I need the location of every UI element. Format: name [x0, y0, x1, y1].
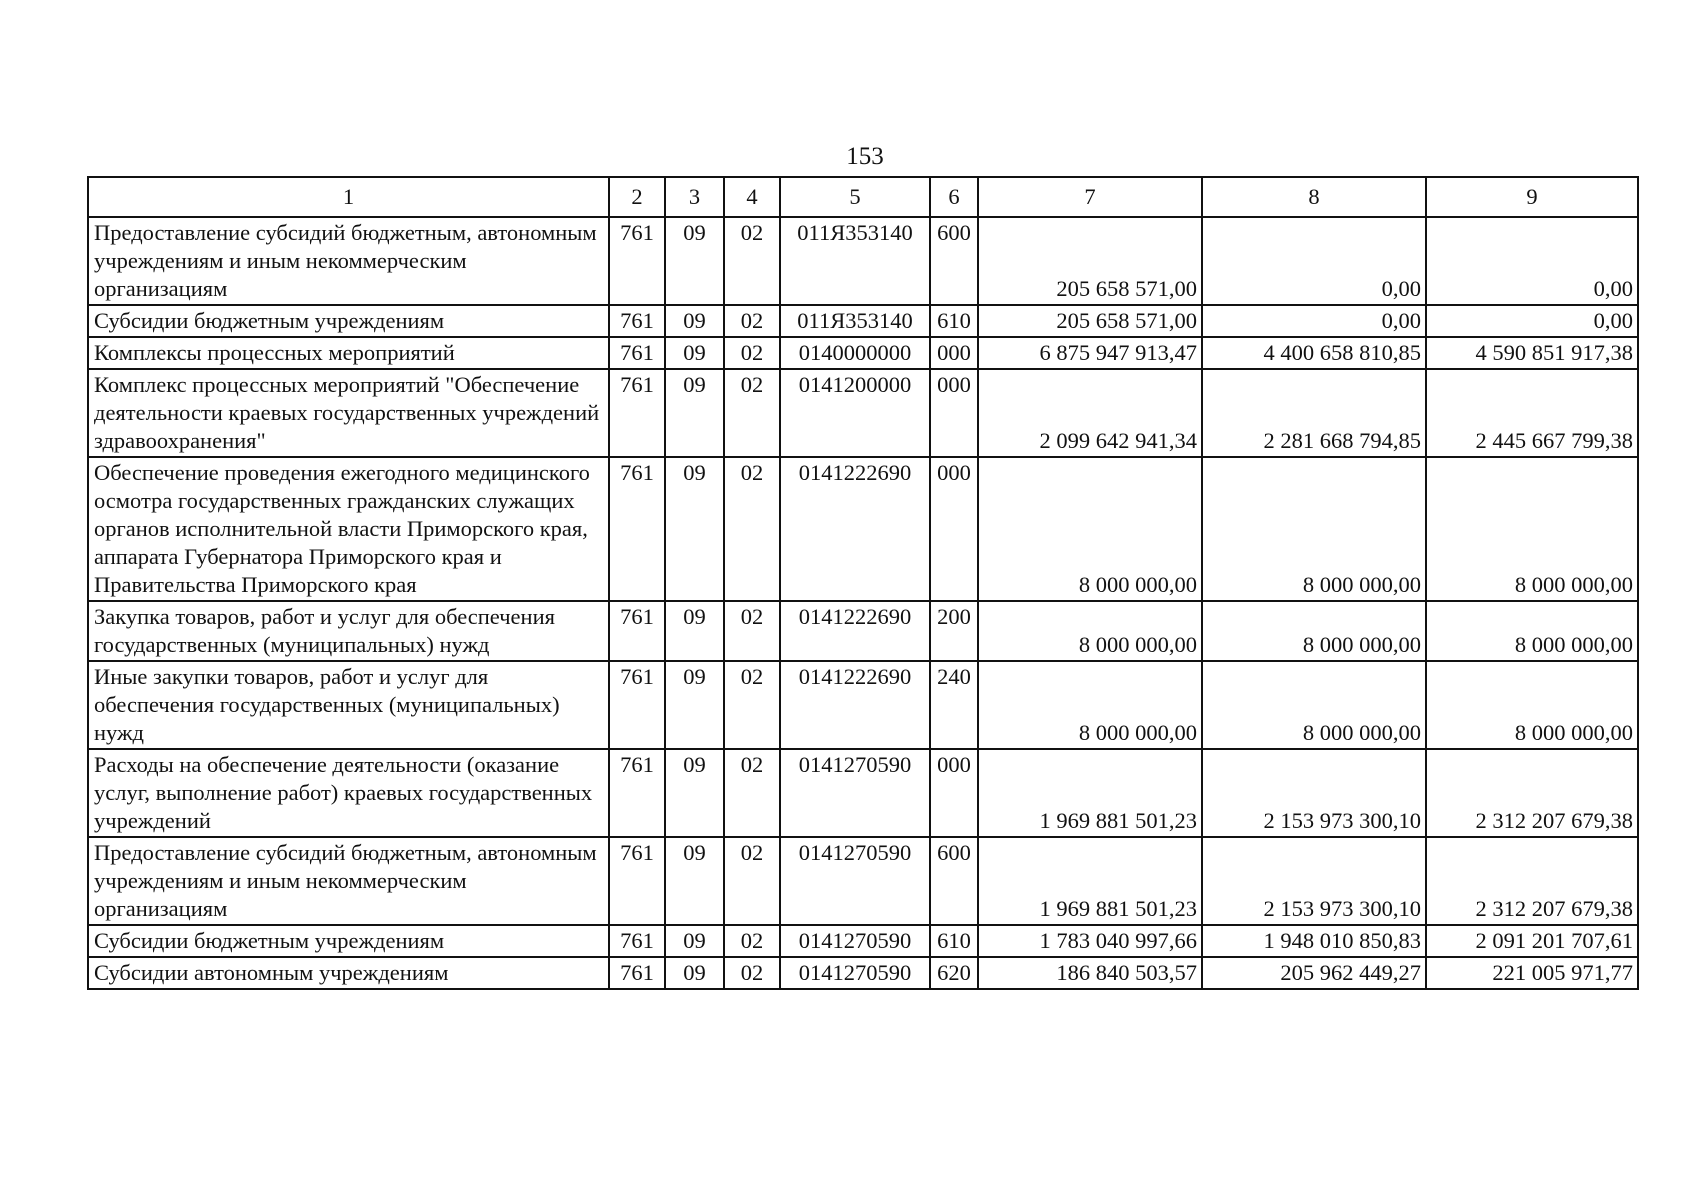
cell-amount-col9: 2 445 667 799,38 — [1426, 369, 1638, 457]
cell-amount-col9: 221 005 971,77 — [1426, 957, 1638, 989]
cell-target-article: 0141270590 — [780, 957, 930, 989]
cell-expense-type: 610 — [930, 925, 978, 957]
cell-section: 09 — [665, 749, 724, 837]
cell-amount-col7: 205 658 571,00 — [978, 217, 1202, 305]
cell-amount-col8: 8 000 000,00 — [1202, 457, 1426, 601]
cell-ministry: 761 — [609, 601, 665, 661]
cell-subsection: 02 — [724, 957, 780, 989]
row-name: Комплекс процессных мероприятий "Обеспечение деятельности краевых государственных учреждений здравоохранения" — [88, 369, 609, 457]
cell-section: 09 — [665, 601, 724, 661]
cell-subsection: 02 — [724, 837, 780, 925]
column-header: 1 — [88, 177, 609, 217]
row-name: Субсидии автономным учреждениям — [88, 957, 609, 989]
table-row — [88, 957, 1638, 989]
cell-amount-col8: 4 400 658 810,85 — [1202, 337, 1426, 369]
row-name: Субсидии бюджетным учреждениям — [88, 925, 609, 957]
table-row — [88, 217, 1638, 305]
row-name: Закупка товаров, работ и услуг для обеспечения государственных (муниципальных) нужд — [88, 601, 609, 661]
cell-expense-type: 000 — [930, 457, 978, 601]
cell-section: 09 — [665, 305, 724, 337]
cell-subsection: 02 — [724, 217, 780, 305]
cell-expense-type: 620 — [930, 957, 978, 989]
cell-expense-type: 600 — [930, 217, 978, 305]
cell-ministry: 761 — [609, 925, 665, 957]
cell-subsection: 02 — [724, 337, 780, 369]
cell-amount-col9: 2 091 201 707,61 — [1426, 925, 1638, 957]
table-row — [88, 305, 1638, 337]
cell-ministry: 761 — [609, 661, 665, 749]
cell-amount-col8: 0,00 — [1202, 305, 1426, 337]
cell-amount-col8: 0,00 — [1202, 217, 1426, 305]
column-header: 8 — [1202, 177, 1426, 217]
cell-amount-col7: 1 783 040 997,66 — [978, 925, 1202, 957]
cell-expense-type: 600 — [930, 837, 978, 925]
cell-section: 09 — [665, 217, 724, 305]
table-row — [88, 661, 1638, 749]
row-name: Расходы на обеспечение деятельности (оказание услуг, выполнение работ) краевых государственных учреждений — [88, 749, 609, 837]
cell-target-article: 0140000000 — [780, 337, 930, 369]
table-row — [88, 369, 1638, 457]
table-row — [88, 337, 1638, 369]
cell-amount-col7: 205 658 571,00 — [978, 305, 1202, 337]
cell-expense-type: 000 — [930, 749, 978, 837]
cell-target-article: 0141222690 — [780, 661, 930, 749]
column-header: 9 — [1426, 177, 1638, 217]
cell-amount-col7: 8 000 000,00 — [978, 457, 1202, 601]
cell-expense-type: 000 — [930, 337, 978, 369]
cell-target-article: 0141222690 — [780, 601, 930, 661]
cell-expense-type: 000 — [930, 369, 978, 457]
cell-subsection: 02 — [724, 601, 780, 661]
cell-target-article: 011Я353140 — [780, 305, 930, 337]
row-name: Предоставление субсидий бюджетным, автономным учреждениям и иным некоммерческим организациям — [88, 837, 609, 925]
cell-section: 09 — [665, 957, 724, 989]
cell-target-article: 0141270590 — [780, 837, 930, 925]
cell-amount-col8: 2 153 973 300,10 — [1202, 749, 1426, 837]
cell-subsection: 02 — [724, 369, 780, 457]
cell-amount-col8: 2 281 668 794,85 — [1202, 369, 1426, 457]
cell-amount-col9: 2 312 207 679,38 — [1426, 749, 1638, 837]
cell-amount-col9: 0,00 — [1426, 217, 1638, 305]
cell-section: 09 — [665, 457, 724, 601]
cell-amount-col9: 2 312 207 679,38 — [1426, 837, 1638, 925]
cell-amount-col7: 186 840 503,57 — [978, 957, 1202, 989]
cell-section: 09 — [665, 369, 724, 457]
cell-ministry: 761 — [609, 837, 665, 925]
cell-ministry: 761 — [609, 217, 665, 305]
cell-amount-col9: 8 000 000,00 — [1426, 661, 1638, 749]
cell-target-article: 0141270590 — [780, 749, 930, 837]
column-header: 2 — [609, 177, 665, 217]
cell-amount-col8: 8 000 000,00 — [1202, 601, 1426, 661]
row-name: Обеспечение проведения ежегодного медицинского осмотра государственных гражданских служащих органов исполнительной власти Приморского края, аппарата Губернатора Приморского края и Правительства Приморского края — [88, 457, 609, 601]
table-row — [88, 601, 1638, 661]
row-name: Субсидии бюджетным учреждениям — [88, 305, 609, 337]
cell-amount-col8: 1 948 010 850,83 — [1202, 925, 1426, 957]
cell-amount-col7: 6 875 947 913,47 — [978, 337, 1202, 369]
cell-target-article: 0141222690 — [780, 457, 930, 601]
cell-ministry: 761 — [609, 369, 665, 457]
cell-section: 09 — [665, 837, 724, 925]
cell-section: 09 — [665, 925, 724, 957]
table-row — [88, 837, 1638, 925]
cell-ministry: 761 — [609, 305, 665, 337]
row-name: Иные закупки товаров, работ и услуг для обеспечения государственных (муниципальных) нужд — [88, 661, 609, 749]
cell-subsection: 02 — [724, 749, 780, 837]
column-header: 4 — [724, 177, 780, 217]
cell-amount-col9: 8 000 000,00 — [1426, 457, 1638, 601]
cell-amount-col9: 0,00 — [1426, 305, 1638, 337]
cell-amount-col8: 2 153 973 300,10 — [1202, 837, 1426, 925]
table-row — [88, 749, 1638, 837]
cell-expense-type: 240 — [930, 661, 978, 749]
table-row — [88, 457, 1638, 601]
cell-amount-col9: 4 590 851 917,38 — [1426, 337, 1638, 369]
cell-target-article: 011Я353140 — [780, 217, 930, 305]
cell-subsection: 02 — [724, 305, 780, 337]
budget-table — [87, 176, 1639, 990]
column-header: 5 — [780, 177, 930, 217]
cell-subsection: 02 — [724, 661, 780, 749]
cell-ministry: 761 — [609, 337, 665, 369]
cell-amount-col9: 8 000 000,00 — [1426, 601, 1638, 661]
column-header: 7 — [978, 177, 1202, 217]
row-name: Комплексы процессных мероприятий — [88, 337, 609, 369]
cell-ministry: 761 — [609, 957, 665, 989]
cell-amount-col7: 2 099 642 941,34 — [978, 369, 1202, 457]
column-header: 3 — [665, 177, 724, 217]
cell-amount-col8: 8 000 000,00 — [1202, 661, 1426, 749]
cell-amount-col7: 1 969 881 501,23 — [978, 837, 1202, 925]
cell-target-article: 0141200000 — [780, 369, 930, 457]
cell-amount-col7: 1 969 881 501,23 — [978, 749, 1202, 837]
cell-expense-type: 200 — [930, 601, 978, 661]
row-name: Предоставление субсидий бюджетным, автономным учреждениям и иным некоммерческим организациям — [88, 217, 609, 305]
cell-amount-col7: 8 000 000,00 — [978, 661, 1202, 749]
cell-subsection: 02 — [724, 457, 780, 601]
table-header-row — [88, 177, 1638, 217]
cell-amount-col8: 205 962 449,27 — [1202, 957, 1426, 989]
table-row — [88, 925, 1638, 957]
page-number: 153 — [846, 143, 884, 170]
cell-section: 09 — [665, 337, 724, 369]
cell-subsection: 02 — [724, 925, 780, 957]
cell-ministry: 761 — [609, 457, 665, 601]
column-header: 6 — [930, 177, 978, 217]
cell-target-article: 0141270590 — [780, 925, 930, 957]
cell-section: 09 — [665, 661, 724, 749]
cell-expense-type: 610 — [930, 305, 978, 337]
cell-ministry: 761 — [609, 749, 665, 837]
cell-amount-col7: 8 000 000,00 — [978, 601, 1202, 661]
